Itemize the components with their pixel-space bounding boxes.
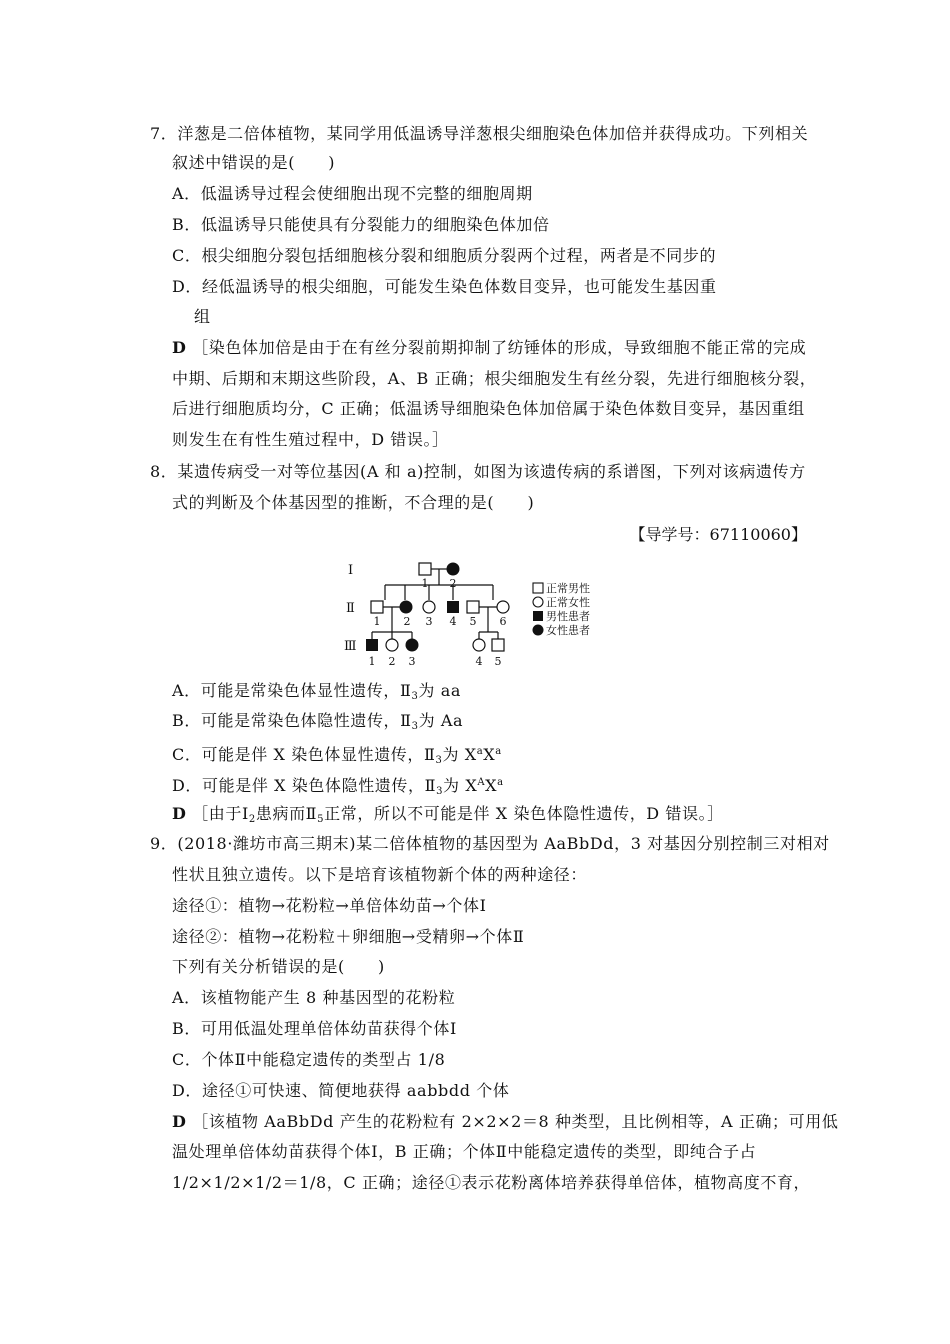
pedigree-num-ii1: 1 <box>373 615 381 628</box>
q9-option-b: B．可用低温处理单倍体幼苗获得个体Ⅰ <box>172 1019 457 1038</box>
q7-explanation-line2: 中期、后期和末期这些阶段，A、B 正确；根尖细胞发生有丝分裂，先进行细胞核分裂， <box>172 369 817 388</box>
q9-option-a: A．该植物能产生 8 种基因型的花粉粒 <box>172 988 456 1007</box>
q7-stem-line2: 叙述中错误的是( ) <box>172 153 336 172</box>
pedigree-iii1-affected-male <box>366 639 378 651</box>
q8-stem-line1: 8．某遗传病受一对等位基因(A 和 a)控制，如图为该遗传病的系谱图，下列对该病遗传方 <box>150 462 806 481</box>
pedigree-num-ii2: 2 <box>403 615 411 628</box>
q8-reference-number: 【导学号：67110060】 <box>629 525 807 544</box>
pedigree-ii6-normal-female <box>497 601 509 613</box>
q7-explanation-text1: ［染色体加倍是由于在有丝分裂前期抑制了纺锤体的形成，导致细胞不能正常的完成 <box>192 338 807 357</box>
pedigree-i2-affected-female <box>447 563 460 576</box>
q9-stem-line1: 9．(2018·潍坊市高三期末)某二倍体植物的基因型为 AaBbDd，3 对基因分别控制三对相对 <box>150 834 830 853</box>
q9-option-d: D．途径①可快速、简便地获得 aabbdd 个体 <box>172 1081 510 1100</box>
legend-affected-male-icon <box>533 611 543 621</box>
pedigree-iii5-normal-male <box>492 639 504 651</box>
q9-explanation-line3: 1/2×1/2×1/2＝1/8，C 正确；途径①表示花粉离体培养获得单倍体，植物高度不育， <box>172 1173 811 1192</box>
pedigree-ii2-affected-female <box>400 601 413 614</box>
legend-normal-male-label: 正常男性 <box>546 582 590 595</box>
legend-affected-male-label: 男性患者 <box>546 610 590 623</box>
q9-option-c: C．个体Ⅱ中能稳定遗传的类型占 1/8 <box>172 1050 446 1069</box>
q7-explanation-line1 <box>172 337 806 359</box>
q9-route-1: 途径①：植物→花粉粒→单倍体幼苗→个体Ⅰ <box>172 896 487 915</box>
legend-affected-female-icon <box>533 625 544 636</box>
q7-explanation-line3: 后进行细胞质均分，C 正确；低温诱导细胞染色体加倍属于染色体数目变异，基因重组 <box>172 399 805 418</box>
pedigree-ii5-normal-male <box>467 601 479 613</box>
legend-normal-male-icon <box>533 583 543 593</box>
pedigree-num-i2: 2 <box>449 577 457 590</box>
pedigree-ii3-normal-female <box>423 601 435 613</box>
pedigree-iii3-affected-female <box>406 639 419 652</box>
pedigree-ii4-affected-male <box>447 601 459 613</box>
legend-normal-female-label: 正常女性 <box>546 596 590 609</box>
q9-stem-line3: 下列有关分析错误的是( ) <box>172 957 385 976</box>
q8-option-b: B．可能是常染色体隐性遗传，$Ⅱ_3$为 Aa <box>172 711 464 732</box>
q7-answer: D <box>172 338 187 357</box>
pedigree-iii4-normal-female <box>473 639 485 651</box>
q8-explanation: D ［由于$Ⅰ_2$患病而$Ⅱ_5$正常，所以不可能是伴 X 染色体隐性遗传，D 错误。］ <box>172 804 724 825</box>
q7-option-d-line2: 组 <box>194 307 211 326</box>
pedigree-num-i1: 1 <box>421 577 429 590</box>
pedigree-ii1-normal-male <box>371 601 383 613</box>
q8-option-d: D．可能是伴 X 染色体隐性遗传，$Ⅱ_3$为 $X^AX^a$ <box>172 776 504 797</box>
pedigree-num-iii2: 2 <box>388 655 396 668</box>
pedigree-iii2-normal-female <box>386 639 398 651</box>
q9-stem-line2: 性状且独立遗传。以下是培育该植物新个体的两种途径： <box>172 865 588 884</box>
pedigree-num-iii3: 3 <box>408 655 416 668</box>
pedigree-num-iii5: 5 <box>494 655 502 668</box>
q7-stem-line1: 7．洋葱是二倍体植物，某同学用低温诱导洋葱根尖细胞染色体加倍并获得成功。下列相关 <box>150 124 809 143</box>
pedigree-num-ii4: 4 <box>449 615 457 628</box>
q7-option-c: C．根尖细胞分裂包括细胞核分裂和细胞质分裂两个过程，两者是不同步的 <box>172 246 717 265</box>
pedigree-num-iii4: 4 <box>475 655 483 668</box>
q9-route-2: 途径②：植物→花粉粒＋卵细胞→受精卵→个体Ⅱ <box>172 927 525 946</box>
pedigree-num-ii6: 6 <box>499 615 507 628</box>
pedigree-gen-label-i: Ⅰ <box>348 563 354 578</box>
q7-explanation-line4: 则发生在有性生殖过程中，D 错误。］ <box>172 430 449 449</box>
q9-explanation-line2: 温处理单倍体幼苗获得个体Ⅰ，B 正确；个体Ⅱ中能稳定遗传的类型，即纯合子占 <box>172 1142 757 1161</box>
q7-option-a: A．低温诱导过程会使细胞出现不完整的细胞周期 <box>172 184 533 203</box>
pedigree-num-ii5: 5 <box>469 615 477 628</box>
pedigree-gen-label-iii: Ⅲ <box>344 639 357 654</box>
pedigree-num-ii3: 3 <box>425 615 433 628</box>
q7-option-b: B．低温诱导只能使具有分裂能力的细胞染色体加倍 <box>172 215 550 234</box>
q9-explanation-line1: D ［该植物 AaBbDd 产生的花粉粒有 2×2×2＝8 种类型，且比例相等，A 正确；可用低 <box>172 1112 839 1131</box>
pedigree-gen-label-ii: Ⅱ <box>346 601 355 616</box>
pedigree-i1-normal-male <box>419 563 431 575</box>
q8-answer: D <box>172 804 187 823</box>
q7-option-d-line1: D．经低温诱导的根尖细胞，可能发生染色体数目变异，也可能发生基因重 <box>172 277 717 296</box>
legend-normal-female-icon <box>533 597 543 607</box>
q8-option-a: A．可能是常染色体显性遗传，$Ⅱ_3$为 aa <box>172 681 461 702</box>
legend-affected-female-label: 女性患者 <box>546 624 590 637</box>
q8-option-c: C．可能是伴 X 染色体显性遗传，$Ⅱ_3$为 $X^aX^a$ <box>172 745 502 766</box>
pedigree-num-iii1: 1 <box>368 655 376 668</box>
pedigree-chart <box>340 555 620 675</box>
q9-answer: D <box>172 1112 187 1131</box>
q8-stem-line2: 式的判断及个体基因型的推断，不合理的是( ) <box>172 493 535 512</box>
